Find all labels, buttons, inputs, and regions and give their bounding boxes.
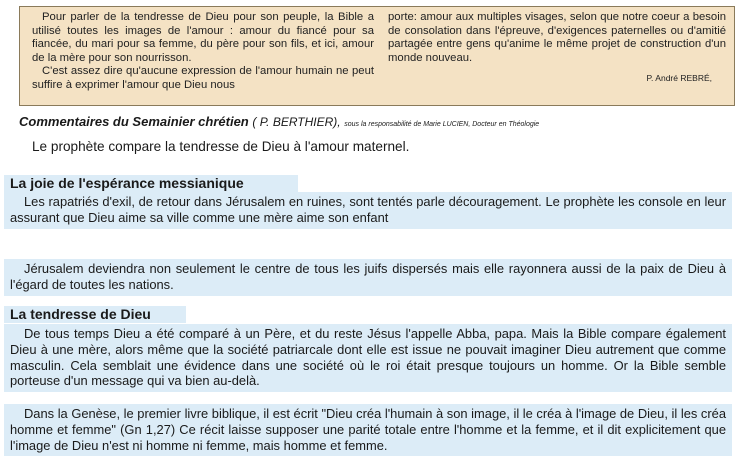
commentary-line bbox=[19, 114, 539, 133]
quote-paragraph-continued: porte: amour aux multiples visages, selon que notre coeur a besoin de consolation dans l'épreuve, d'exigences paternelles ou d'amitié partagée entre gens qu'anime le même projet de construction d'un monde nouveau. bbox=[388, 11, 726, 64]
commentary-author: ( P. BERTHIER), bbox=[252, 115, 341, 129]
section-heading-joie: La joie de l'espérance messianique bbox=[4, 175, 298, 192]
section-paragraph: Dans la Genèse, le premier livre biblique, il est écrit "Dieu créa l'humain à son image, il le créa à l'image de Dieu, il les créa homme et femme" (Gn 1,27) Ce récit laisse supposer une parité totale entre l'homme et la femme, et il dit explicitement que l'image de Dieu n'est ni homme ni femme, mais homme et femme. bbox=[4, 404, 732, 456]
quote-column-left bbox=[32, 11, 374, 93]
quote-paragraph: Pour parler de la tendresse de Dieu pour son peuple, la Bible a utilisé toutes les images de l'amour : amour du fiancé pour sa fiancée, du mari pour sa femme, du père pour son fils, et ici, amour de la mère pour son nourrisson. bbox=[32, 11, 374, 64]
section-paragraph: De tous temps Dieu a été comparé à un Père, et du reste Jésus l'appelle Abba, papa. Mais la Bible compare également Dieu à une mère, alors même que la société patriarcale dont elle est issue ne pouvait imaginer Dieu autrement que comme masculin. Cela semblait une évidence dans une société où le roi était presque toujours un homme. Or la Bible semble porteuse d'un message qui va bien au-delà. bbox=[4, 324, 732, 392]
quote-paragraph: C'est assez dire qu'aucune expression de l'amour humain ne peut suffire à exprimer l'amour que Dieu nous bbox=[32, 65, 374, 91]
commentary-responsibility: sous la responsabilité de Marie LUCIEN, Docteur en Théologie bbox=[344, 121, 540, 128]
quote-signature: P. André REBRÉ, bbox=[646, 73, 712, 83]
commentary-title: Commentaires du Semainier chrétien bbox=[19, 114, 249, 129]
quote-column-right bbox=[388, 11, 726, 65]
section-heading-tendresse: La tendresse de Dieu bbox=[4, 306, 186, 323]
section-paragraph: Jérusalem deviendra non seulement le centre de tous les juifs dispersés mais elle rayonnera aussi de la paix de Dieu à l'égard de toutes les nations. bbox=[4, 259, 732, 296]
section-paragraph: Les rapatriés d'exil, de retour dans Jérusalem en ruines, sont tentés parle découragement. Le prophète les console en leur assurant que Dieu aime sa ville comme une mère aime son enfant bbox=[4, 192, 732, 229]
quote-box bbox=[19, 6, 735, 106]
intro-sentence: Le prophète compare la tendresse de Dieu à l'amour maternel. bbox=[32, 139, 410, 154]
